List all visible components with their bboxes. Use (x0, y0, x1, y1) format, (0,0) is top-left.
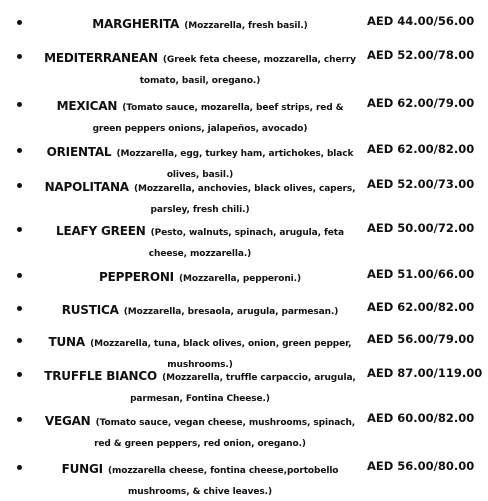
menu-item-ingredients: (Mozzarella, tuna, black olives, onion, green pepper, mushrooms.) (90, 339, 352, 370)
menu-item-description (41, 48, 359, 90)
menu-item-price: AED 62.00/82.00 (367, 300, 475, 314)
menu-item-name: PEPPERONI (99, 270, 174, 284)
bullet-icon (17, 372, 22, 377)
bullet-icon (17, 273, 22, 278)
bullet-icon (17, 465, 22, 470)
menu-item-description (41, 221, 359, 263)
menu-item-ingredients: (mozzarella cheese, fontina cheese,portobello mushrooms, & chive leaves.) (108, 466, 339, 497)
menu-item-description (41, 14, 359, 35)
menu-item-name: TUNA (48, 335, 85, 349)
bullet-icon (17, 417, 22, 422)
menu-item-ingredients: (Mozzarella, egg, turkey ham, artichokes, black olives, basil.) (116, 149, 354, 180)
menu-item-description (41, 411, 359, 453)
menu-item-description (41, 267, 359, 288)
menu-item-description (41, 96, 359, 138)
menu-item-name: VEGAN (44, 414, 91, 428)
bullet-icon (17, 227, 22, 232)
menu-item-ingredients: (Greek feta cheese, mozzarella, cherry tomato, basil, oregano.) (139, 55, 356, 86)
menu-item-price: AED 52.00/78.00 (367, 48, 475, 62)
menu-item-ingredients: (Pesto, walnuts, spinach, arugula, feta cheese, mozzarella.) (148, 228, 344, 259)
menu-item-ingredients: (Tomato sauce, vegan cheese, mushrooms, spinach, red & green peppers, red onion, oregano.) (94, 418, 356, 449)
menu-item-name: TRUFFLE BIANCO (44, 369, 157, 383)
bullet-icon (17, 183, 22, 188)
menu-item-ingredients: (Tomato sauce, mozarella, beef strips, red & green peppers onions, jalapeños, avocado) (92, 103, 344, 134)
menu-item-ingredients: (Mozzarella, pepperoni.) (179, 274, 301, 284)
menu-item-price: AED 44.00/56.00 (367, 14, 475, 28)
menu-item-name: MARGHERITA (92, 17, 180, 31)
menu-item-price: AED 50.00/72.00 (367, 221, 475, 235)
menu-item-name: MEXICAN (56, 99, 118, 113)
menu-item-price: AED 52.00/73.00 (367, 177, 475, 191)
menu-item-ingredients: (Mozzarella, anchovies, black olives, capers, parsley, fresh chili.) (133, 184, 356, 215)
menu-item-price: AED 51.00/66.00 (367, 267, 475, 281)
menu-item-price: AED 62.00/82.00 (367, 142, 475, 156)
bullet-icon (17, 148, 22, 153)
menu-item-name: LEAFY GREEN (56, 224, 146, 238)
menu-item-price: AED 60.00/82.00 (367, 411, 475, 425)
bullet-icon (17, 338, 22, 343)
menu-item-description (41, 177, 359, 219)
menu-item-ingredients: (Mozzarella, fresh basil.) (184, 21, 308, 31)
menu-item-ingredients: (Mozzarella, truffle carpaccio, arugula, parmesan, Fontina Cheese.) (130, 373, 356, 404)
menu-item-description (41, 366, 359, 408)
menu-item-description (41, 459, 359, 501)
menu-item-description (41, 300, 359, 321)
bullet-icon (17, 102, 22, 107)
menu-item-name: MEDITERRANEAN (44, 51, 158, 65)
bullet-icon (17, 306, 22, 311)
menu-item-name: RUSTICA (61, 303, 119, 317)
menu-item-price: AED 62.00/79.00 (367, 96, 475, 110)
menu-item-price: AED 87.00/119.00 (367, 366, 483, 380)
menu-item-ingredients: (Mozzarella, bresaola, arugula, parmesan.) (123, 307, 339, 317)
menu-item-name: FUNGI (61, 462, 103, 476)
bullet-icon (17, 54, 22, 59)
menu-item-name: ORIENTAL (46, 145, 112, 159)
menu-item-price: AED 56.00/79.00 (367, 332, 475, 346)
menu-item-name: NAPOLITANA (44, 180, 129, 194)
menu-item-price: AED 56.00/80.00 (367, 459, 475, 473)
bullet-icon (17, 20, 22, 25)
